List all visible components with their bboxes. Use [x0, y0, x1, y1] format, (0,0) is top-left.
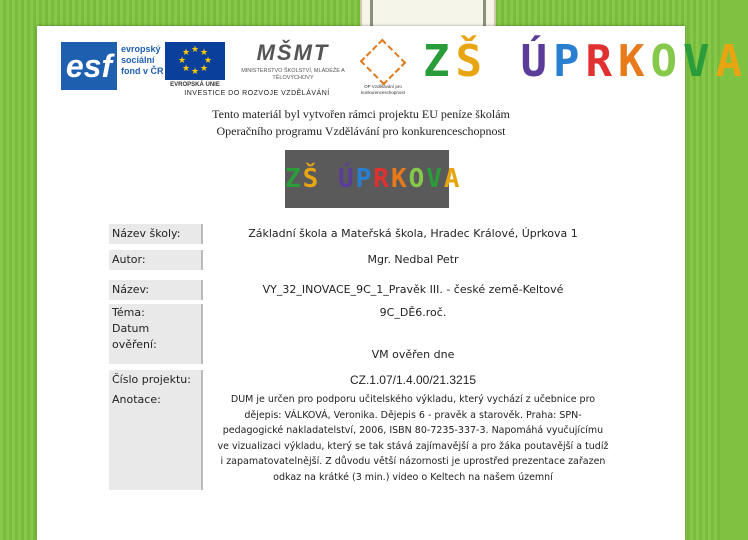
annotation-line: ve vizualizaci výkladu, který se tak stává zajímavější a pro žáka poutavější a tudíž	[217, 440, 609, 452]
school-logo-letter: R	[373, 164, 391, 194]
msmt-caption: MINISTERSTVO ŠKOLSTVÍ, MLÁDEŽE A TĚLOVÝCHOVY	[241, 68, 345, 81]
value-name: VY_32_INOVACE_9C_1_Pravěk III. - české země-Keltové	[262, 283, 564, 296]
school-logo-letter: P	[553, 36, 586, 87]
slide-tab-inner	[370, 0, 486, 26]
msmt-logo	[233, 38, 353, 90]
annotation-line: pedagogické nakladatelství, 2006, ISBN 80-7235-337-3. Napomáhá vyučujícímu	[222, 425, 604, 436]
value-topic: 9C_DĚ6.roč.	[379, 306, 447, 319]
label-name: Název:	[109, 280, 203, 300]
logo-banner	[37, 26, 748, 116]
label-topic-date	[109, 304, 203, 364]
row-topic	[109, 304, 617, 364]
school-logo-letter: Š	[302, 164, 321, 194]
school-logo-letter	[320, 164, 338, 194]
esf-logo-text: evropský sociální fond v ČR	[121, 44, 164, 76]
school-logo-letter: Ú	[520, 36, 553, 87]
school-logo-letter: K	[618, 36, 651, 87]
esf-logo-mark: esf	[61, 42, 117, 90]
op-logo	[355, 40, 411, 96]
school-logo-letter: A	[443, 164, 462, 194]
label-topic: Téma:	[112, 306, 145, 319]
label-author: Autor:	[109, 250, 203, 270]
label-date-2: ověření:	[112, 338, 157, 351]
row-project	[109, 370, 617, 390]
label-project: Číslo projektu:	[109, 370, 203, 390]
annotation-line: odkaz na krátké (3 min.) video o Keltech na našem územní	[273, 471, 553, 483]
intro-line-1: Tento materiál byl vytvořen rámci projektu EU peníze školám	[212, 107, 510, 121]
school-logo-letter: P	[355, 164, 374, 194]
value-annotation	[209, 392, 617, 485]
eu-flag: ★ ★ ★ ★ ★ ★ ★ ★	[165, 42, 225, 80]
annotation-line: DUM je určen pro podporu učitelského výkladu, který vychází z učebnice pro	[230, 394, 596, 405]
row-annotation	[109, 390, 617, 490]
annotation-line: dějepis: VÁLKOVÁ, Veronika. Dějepis 6 - pravěk a starověk. Praha: SPN-	[244, 409, 582, 421]
annotation-line: i zapamatovatelnější. Z důvodu větší názornosti je uprostřed prezentace zařazen	[220, 456, 606, 467]
school-logo-letter: Z	[285, 164, 303, 194]
school-logo-small	[285, 150, 462, 208]
school-logo-letter: V	[426, 164, 444, 194]
school-logo-large	[423, 36, 748, 87]
intro-line-2: Operačního programu Vzdělávání pro konkurenceschopnost	[216, 124, 506, 138]
intro-text	[37, 106, 685, 140]
school-logo-letter	[488, 36, 521, 87]
msmt-letters: MŠMT	[256, 40, 330, 65]
slide-page	[37, 26, 748, 540]
row-name	[109, 280, 617, 300]
school-logo-letter: Ú	[337, 164, 356, 194]
school-logo-letter: O	[650, 36, 683, 87]
school-logo-letter: Z	[423, 36, 456, 87]
label-school: Název školy:	[109, 224, 203, 244]
label-date-1: Datum	[112, 322, 150, 335]
esf-logo	[61, 42, 164, 94]
school-logo-letter: Š	[455, 36, 488, 87]
op-logo-mark	[360, 39, 407, 86]
op-banner-text: INVESTICE DO ROZVOJE VZDĚLÁVÁNÍ	[184, 90, 330, 97]
value-project: CZ.1.07/1.4.00/21.3215	[349, 373, 477, 387]
label-annotation: Anotace:	[109, 390, 203, 490]
value-author: Mgr. Nedbal Petr	[367, 253, 459, 266]
row-author	[109, 250, 617, 270]
value-school: Základní škola a Mateřská škola, Hradec Králové, Úprkova 1	[248, 227, 578, 240]
value-date: VM ověřen dne	[371, 348, 455, 361]
row-school	[109, 224, 617, 244]
school-logo-letter: V	[683, 36, 716, 87]
school-logo-letter: K	[390, 164, 409, 194]
op-logo-caption: OP Vzdělávání pro konkurenceschopnost	[361, 84, 405, 95]
school-logo-letter: O	[408, 164, 427, 194]
eu-caption: EVROPSKÁ UNIE	[170, 82, 220, 88]
eu-logo	[165, 42, 225, 94]
school-logo-letter: R	[585, 36, 618, 87]
school-logo-letter: A	[715, 36, 748, 87]
